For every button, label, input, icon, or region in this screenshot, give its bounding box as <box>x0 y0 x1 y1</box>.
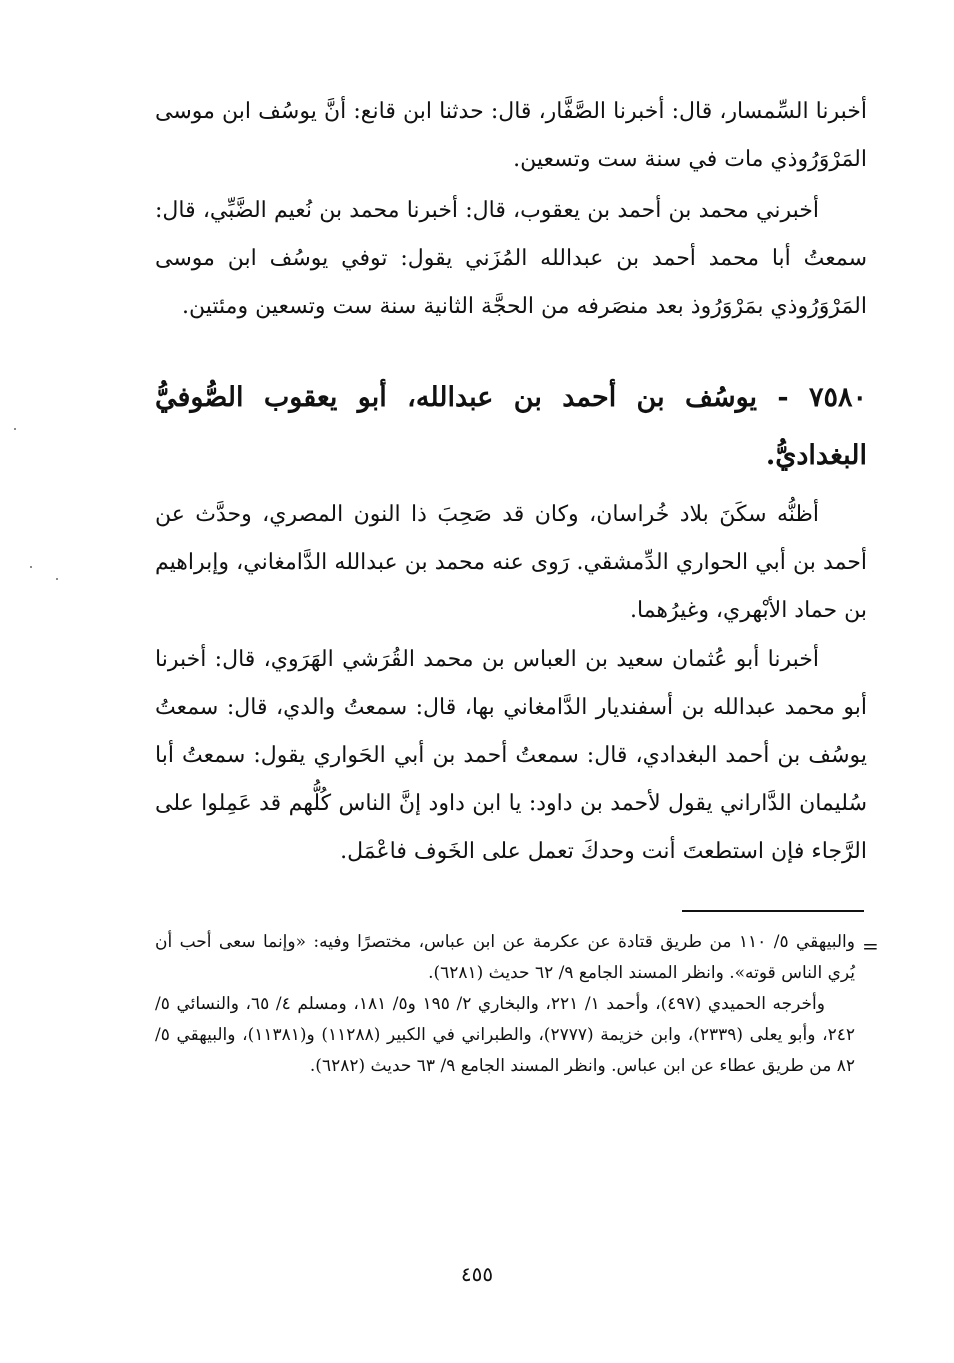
paragraph-4-block <box>155 636 867 876</box>
paragraph-1-block <box>155 88 867 184</box>
footnote-1: والبيهقي ٥/ ١١٠ من طريق قتادة عن عكرمة عن ابن عباس، مختصرًا وفيه: «وإنما سعى أحب أن يُري الناس قوته». وانظر المسند الجامع ٩/ ٦٢ حديث (٦٢٨١). <box>155 932 855 983</box>
scan-speck <box>56 578 58 580</box>
footnote-separator <box>682 910 864 912</box>
paragraph-2-block <box>155 187 867 331</box>
entry-heading: ٧٥٨٠ - يوسُف بن أحمد بن عبدالله، أبو يعقوب الصُّوفيُّ البغداديُّ. <box>155 382 867 471</box>
page-number: ٤٥٥ <box>460 1262 494 1286</box>
footnotes <box>155 927 855 1082</box>
paragraph-3-block <box>155 491 867 635</box>
footnote-continuation-marker: = <box>862 934 879 958</box>
scan-speck <box>14 428 16 430</box>
scan-speck <box>30 566 32 568</box>
paragraph-4: أخبرنا أبو عُثمان سعيد بن العباس بن محمد القُرَشي الهَرَوي، قال: أخبرنا أبو محمد عبدالله بن أسفنديار الدَّامغاني بها، قال: سمعتُ والدي، قال: سمعتُ يوسُف بن أحمد البغدادي، قال: سمعتُ أحمد بن أبي الحَواري يقول: سمعتُ أبا سُليمان الدَّاراني يقول لأحمد بن داود: يا ابن داود إنَّ الناس كُلُّهم قد عَمِلوا على الرَّجاء فإن استطعتَ أنت وحدكَ تعمل على الخَوف فاعْمَل. <box>155 647 867 864</box>
footnote-2: وأخرجه الحميدي (٤٩٧)، وأحمد ١/ ٢٢١، والبخاري ٢/ ١٩٥ و٥/ ١٨١، ومسلم ٤/ ٦٥، والنسائي ٥/ ٢٤٢، وأبو يعلى (٢٣٣٩)، وابن خزيمة (٢٧٧٧)، والطبراني في الكبير (١١٢٨٨) و(١١٣٨١)، والبيهقي ٥/ ٨٢ من طريق عطاء عن ابن عباس. وانظر المسند الجامع ٩/ ٦٣ حديث (٦٢٨٢). <box>155 994 856 1076</box>
paragraph-3: أظنُّه سكَنَ بلاد خُراسان، وكان قد صَحِبَ ذا النون المصري، وحدَّث عن أحمد بن أبي الحواري الدِّمشقي. رَوى عنه محمد بن عبدالله الدَّامغاني، وإبراهيم بن حماد الأبْهري، وغيرُهما. <box>155 502 867 623</box>
paragraph-2: أخبرني محمد بن أحمد بن يعقوب، قال: أخبرنا محمد بن نُعيم الضَّبِّي، قال: سمعتُ أبا محمد أحمد بن عبدالله المُزَني يقول: توفي يوسُف ابن موسى المَرْوَرُوذي بمَرْوَرُوذ بعد منصَرفه من الحجَّة الثانية سنة ست وتسعين ومئتين. <box>155 198 868 319</box>
paragraph-1: أخبرنا السِّمسار، قال: أخبرنا الصَّفَّار، قال: حدثنا ابن قانع: أنَّ يوسُف ابن موسى المَرْوَرُوذي مات في سنة ست وتسعين. <box>155 99 867 172</box>
